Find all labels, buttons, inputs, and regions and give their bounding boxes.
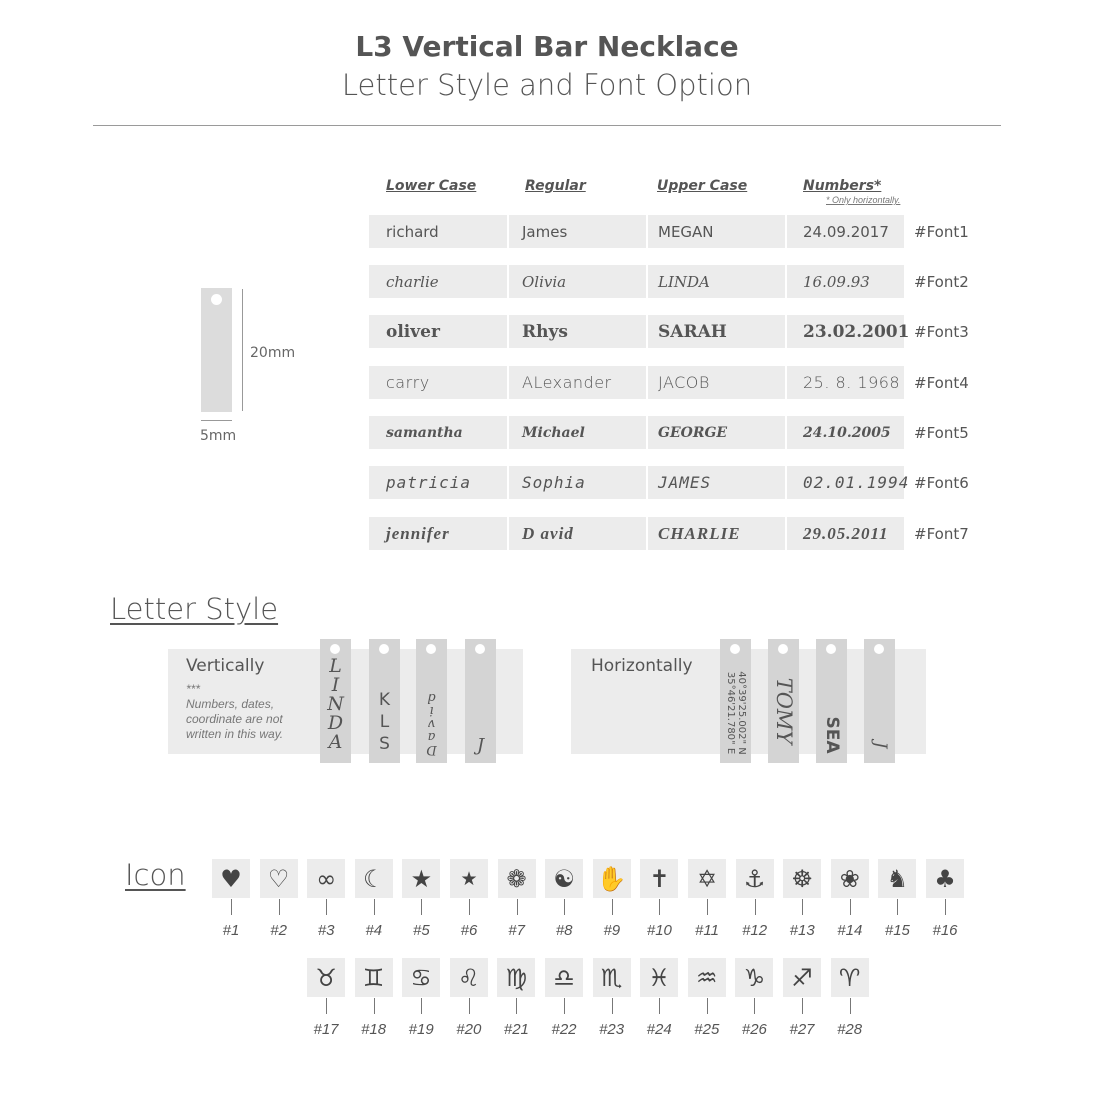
column-header-upper-case: Upper Case xyxy=(657,178,748,194)
tag-letter: N xyxy=(327,693,344,715)
tag-letter: a xyxy=(427,729,436,744)
paw-icon: ❁ xyxy=(498,859,536,898)
icon-connector xyxy=(279,899,280,915)
tag-letter: K xyxy=(378,690,391,710)
anchor-icon: ⚓ xyxy=(736,859,774,898)
height-dimension-line xyxy=(242,289,243,411)
icon-number: #28 xyxy=(837,1021,863,1038)
font-label: #Font2 xyxy=(914,273,969,291)
font-cell-regular: Michael xyxy=(509,416,646,449)
icon-connector xyxy=(469,998,470,1014)
font-cell-upper-case: JACOB xyxy=(648,366,785,399)
height-label: 20mm xyxy=(250,345,296,361)
icon-connector xyxy=(707,998,708,1014)
header-divider xyxy=(93,125,1001,126)
icon-connector xyxy=(326,998,327,1014)
j-text: J xyxy=(869,741,890,749)
heart-icon: ♥ xyxy=(212,859,250,898)
font-cell-lower-case: samantha xyxy=(369,416,507,449)
taurus-icon: ♉ xyxy=(307,958,345,997)
icon-connector xyxy=(850,998,851,1014)
icon-number: #5 xyxy=(413,922,430,939)
scorpio-icon: ♏ xyxy=(593,958,631,997)
horizontal-tag-coordinates xyxy=(720,639,751,763)
tag-letter: d xyxy=(427,690,436,705)
icon-number: #3 xyxy=(317,922,335,939)
tag-letter: S xyxy=(379,734,390,754)
column-header-regular: Regular xyxy=(525,178,586,194)
page-title: L3 Vertical Bar Necklace xyxy=(355,30,739,63)
font-label: #Font5 xyxy=(914,424,969,442)
letter-style-title: Letter Style xyxy=(110,592,279,626)
icon-number: #22 xyxy=(551,1021,577,1038)
star-of-david-icon: ✡ xyxy=(688,859,726,898)
icon-number: #15 xyxy=(884,922,910,939)
cancer-icon: ♋ xyxy=(402,958,440,997)
icon-number: #18 xyxy=(361,1021,387,1038)
vertical-tag-linda xyxy=(320,639,351,763)
font-cell-regular: James xyxy=(509,215,646,248)
coordinate-line: 35°46'21.780" E xyxy=(724,671,736,755)
font-cell-upper-case: CHARLIE xyxy=(648,517,785,550)
icon-number: #12 xyxy=(742,922,768,939)
width-label: 5mm xyxy=(200,428,237,444)
tag-letter: D xyxy=(327,712,344,734)
icon-connector xyxy=(231,899,232,915)
icon-connector xyxy=(850,899,851,915)
small-star-icon: ★ xyxy=(450,859,488,898)
aries-icon: ♈ xyxy=(831,958,869,997)
vertical-tag-david xyxy=(416,639,447,763)
tag-hole xyxy=(379,644,389,654)
tag-hole xyxy=(426,644,436,654)
tag-letter: L xyxy=(329,655,342,677)
icon-connector xyxy=(755,899,756,915)
hamsa-icon: ✋ xyxy=(593,859,631,898)
icon-connector xyxy=(517,899,518,915)
star-icon: ★ xyxy=(402,859,440,898)
cross-icon: ✝ xyxy=(640,859,678,898)
column-header-lower-case: Lower Case xyxy=(386,178,477,194)
font-cell-numbers: 29.05.2011 xyxy=(787,517,904,550)
vertical-note xyxy=(186,682,316,742)
font-cell-regular: Sophia xyxy=(509,466,646,499)
moon-icon: ☾ xyxy=(355,859,393,898)
icon-number: #10 xyxy=(646,922,672,939)
width-dimension-line xyxy=(201,420,232,421)
icon-connector xyxy=(612,998,613,1014)
vertical-heading: Vertically xyxy=(186,656,265,676)
icon-number: #9 xyxy=(603,922,621,939)
font-cell-numbers: 23.02.2001 xyxy=(787,315,904,348)
font-cell-numbers: 24.09.2017 xyxy=(787,215,904,248)
icon-connector xyxy=(421,998,422,1014)
icon-connector xyxy=(802,899,803,915)
font-label: #Font3 xyxy=(914,323,969,341)
icon-connector xyxy=(659,998,660,1014)
icon-number: #1 xyxy=(222,922,240,939)
dog-icon: ♞ xyxy=(878,859,916,898)
tag-letter: J xyxy=(476,735,485,756)
pisces-icon: ♓ xyxy=(640,958,678,997)
leo-icon: ♌ xyxy=(450,958,488,997)
icon-number: #16 xyxy=(932,922,958,939)
tag-hole xyxy=(826,644,836,654)
vertical-tag-text xyxy=(320,657,351,752)
font-cell-lower-case: charlie xyxy=(369,265,507,298)
tag-hole xyxy=(330,644,340,654)
icon-connector xyxy=(374,899,375,915)
icon-connector xyxy=(326,899,327,915)
icon-number: #24 xyxy=(646,1021,672,1038)
column-header-numbers: Numbers* xyxy=(803,178,882,194)
note-line: *** xyxy=(186,682,201,696)
font-cell-lower-case: oliver xyxy=(369,315,507,348)
note-line: Numbers, dates, xyxy=(186,697,275,711)
font-cell-upper-case: MEGAN xyxy=(648,215,785,248)
icon-connector xyxy=(564,998,565,1014)
horizontal-tag-sea xyxy=(816,639,847,763)
icon-number: #4 xyxy=(365,922,383,939)
lotus-icon: ❀ xyxy=(831,859,869,898)
font-label: #Font1 xyxy=(914,223,969,241)
coordinates-text xyxy=(725,671,747,754)
icon-connector xyxy=(612,899,613,915)
ship-wheel-icon: ☸ xyxy=(783,859,821,898)
libra-icon: ♎ xyxy=(545,958,583,997)
icon-number: #13 xyxy=(789,922,815,939)
icon-number: #23 xyxy=(599,1021,625,1038)
tag-letter: L xyxy=(379,712,390,732)
tomy-text: TOMY xyxy=(771,677,796,745)
icon-connector xyxy=(707,899,708,915)
vertical-tag-j xyxy=(465,639,496,763)
icon-connector xyxy=(802,998,803,1014)
font-cell-regular: ALexander xyxy=(509,366,646,399)
font-cell-numbers: 25. 8. 1968 xyxy=(787,366,904,399)
tag-hole xyxy=(730,644,740,654)
numbers-note: * Only horizontally. xyxy=(826,195,901,205)
horizontal-heading: Horizontally xyxy=(591,656,693,676)
icon-number: #17 xyxy=(313,1021,339,1038)
gemini-icon: ♊ xyxy=(355,958,393,997)
font-cell-regular: D avid xyxy=(509,517,646,550)
font-cell-regular: Olivia xyxy=(509,265,646,298)
font-cell-upper-case: LINDA xyxy=(648,265,785,298)
horizontal-tag-j xyxy=(864,639,895,763)
icon-number: #27 xyxy=(789,1021,815,1038)
font-cell-numbers: 02.01.1994 xyxy=(787,466,904,499)
icon-number: #20 xyxy=(456,1021,482,1038)
icon-number: #21 xyxy=(503,1021,529,1038)
vertical-tag-kls xyxy=(369,639,400,763)
icon-connector xyxy=(516,998,517,1014)
icon-connector xyxy=(897,899,898,915)
icon-connector xyxy=(469,899,470,915)
icon-number: #14 xyxy=(837,922,863,939)
icon-number: #25 xyxy=(694,1021,720,1038)
tag-letter: I xyxy=(331,674,340,696)
page-subtitle: Letter Style and Font Option xyxy=(341,68,753,102)
tag-letter: v xyxy=(427,716,436,731)
icon-connector xyxy=(945,899,946,915)
font-cell-lower-case: patricia xyxy=(369,466,507,499)
font-cell-numbers: 16.09.93 xyxy=(787,265,904,298)
icon-connector xyxy=(374,998,375,1014)
icon-number: #6 xyxy=(460,922,478,939)
font-cell-upper-case: JAMES xyxy=(648,466,785,499)
icon-number: #26 xyxy=(741,1021,767,1038)
icon-connector xyxy=(564,899,565,915)
font-cell-lower-case: jennifer xyxy=(369,517,507,550)
font-cell-upper-case: SARAH xyxy=(648,315,785,348)
font-cell-regular: Rhys xyxy=(509,315,646,348)
font-label: #Font7 xyxy=(914,525,969,543)
icon-number: #2 xyxy=(270,922,287,939)
vertical-tag-text xyxy=(416,691,447,756)
font-cell-upper-case: GEORGE xyxy=(648,416,785,449)
icon-connector xyxy=(421,899,422,915)
note-line: written in this way. xyxy=(186,727,284,741)
icon-connector xyxy=(754,998,755,1014)
heart-outline-icon: ♡ xyxy=(260,859,298,898)
tag-letter: A xyxy=(328,731,343,753)
vertical-tag-text xyxy=(369,689,400,755)
font-cell-numbers: 24.10.2005 xyxy=(787,416,904,449)
infinity-icon: ∞ xyxy=(307,859,345,898)
bar-diagram xyxy=(201,288,232,412)
font-cell-lower-case: carry xyxy=(369,366,507,399)
vertical-tag-text xyxy=(465,735,496,756)
icon-section-title: Icon xyxy=(125,858,186,892)
tag-letter: D xyxy=(426,742,437,757)
horizontal-tag-tomy xyxy=(768,639,799,763)
font-cell-lower-case: richard xyxy=(369,215,507,248)
aquarius-icon: ♒ xyxy=(688,958,726,997)
icon-connector xyxy=(659,899,660,915)
font-label: #Font4 xyxy=(914,374,969,392)
yin-yang-icon: ☯ xyxy=(545,859,583,898)
icon-number: #8 xyxy=(555,922,573,939)
cat-icon: ♣ xyxy=(926,859,964,898)
coordinate-line: 40°39'25.002" N xyxy=(735,671,747,755)
icon-number: #19 xyxy=(408,1021,434,1038)
icon-number: #11 xyxy=(695,922,719,939)
font-label: #Font6 xyxy=(914,474,969,492)
sagittarius-icon: ♐ xyxy=(783,958,821,997)
note-line: coordinate are not xyxy=(186,712,283,726)
sea-text: SEA xyxy=(821,716,842,754)
bar-hole xyxy=(211,294,222,305)
capricorn-icon: ♑ xyxy=(735,958,773,997)
tag-hole xyxy=(475,644,485,654)
tag-hole xyxy=(874,644,884,654)
tag-hole xyxy=(778,644,788,654)
icon-number: #7 xyxy=(508,922,525,939)
virgo-icon: ♍ xyxy=(497,958,535,997)
tag-letter: i xyxy=(429,703,434,718)
